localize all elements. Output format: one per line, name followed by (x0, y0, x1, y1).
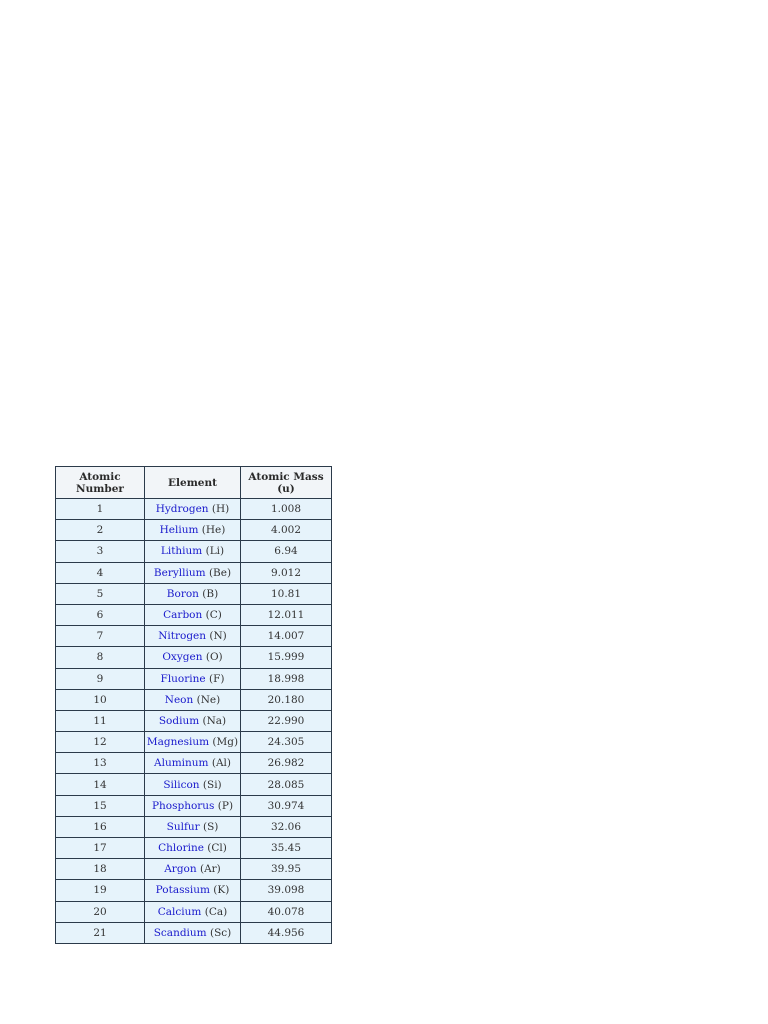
element-symbol: (H) (211, 503, 230, 516)
element-symbol: (K) (213, 884, 230, 897)
element-cell (145, 795, 241, 816)
element-name-link[interactable]: Phosphorus (151, 799, 215, 812)
element-cell (145, 901, 241, 922)
element-name-link[interactable]: Carbon (163, 609, 203, 622)
atomic-mass-cell: 6.94 (241, 541, 332, 562)
element-cell (145, 710, 241, 731)
element-symbol: (Mg) (212, 736, 239, 749)
table-header-row (56, 467, 332, 499)
table-row (56, 562, 332, 583)
atomic-number-cell: 8 (56, 647, 145, 668)
element-cell (145, 541, 241, 562)
element-symbol: (F) (208, 672, 225, 685)
atomic-number-cell: 12 (56, 732, 145, 753)
element-name-link[interactable]: Magnesium (146, 736, 210, 749)
element-name-link[interactable]: Helium (159, 524, 199, 537)
element-name-link[interactable]: Aluminum (154, 757, 209, 770)
atomic-number-cell: 19 (56, 880, 145, 901)
element-name-link[interactable]: Calcium (157, 905, 202, 918)
atomic-mass-cell: 39.098 (241, 880, 332, 901)
atomic-mass-cell: 40.078 (241, 901, 332, 922)
element-name-link[interactable]: Boron (166, 587, 199, 600)
atomic-mass-cell: 14.007 (241, 626, 332, 647)
atomic-mass-cell: 44.956 (241, 922, 332, 943)
atomic-number-cell: 15 (56, 795, 145, 816)
atomic-mass-cell: 10.81 (241, 583, 332, 604)
atomic-number-cell: 10 (56, 689, 145, 710)
atomic-number-cell: 13 (56, 753, 145, 774)
table-row (56, 774, 332, 795)
atomic-number-cell: 21 (56, 922, 145, 943)
element-table-container (55, 466, 332, 939)
element-cell (145, 838, 241, 859)
element-name-link[interactable]: Oxygen (162, 651, 203, 664)
element-symbol: (Ca) (204, 905, 228, 918)
element-symbol: (Be) (208, 566, 232, 579)
element-name-link[interactable]: Lithium (160, 545, 203, 558)
element-cell (145, 774, 241, 795)
element-name-link[interactable]: Neon (164, 693, 194, 706)
atomic-mass-cell: 30.974 (241, 795, 332, 816)
element-cell (145, 922, 241, 943)
atomic-mass-cell: 4.002 (241, 520, 332, 541)
element-symbol: (P) (217, 799, 234, 812)
element-symbol: (Si) (202, 778, 222, 791)
atomic-number-cell: 4 (56, 562, 145, 583)
atomic-number-cell: 1 (56, 499, 145, 520)
atomic-mass-cell: 35.45 (241, 838, 332, 859)
element-symbol: (Na) (202, 714, 227, 727)
table-body (56, 499, 332, 944)
atomic-mass-cell: 32.06 (241, 816, 332, 837)
atomic-mass-cell: 28.085 (241, 774, 332, 795)
element-cell (145, 859, 241, 880)
atomic-mass-cell: 24.305 (241, 732, 332, 753)
atomic-mass-cell: 26.982 (241, 753, 332, 774)
element-cell (145, 732, 241, 753)
element-cell (145, 583, 241, 604)
header-atomic-number[interactable]: Atomic Number (56, 467, 145, 499)
element-cell (145, 880, 241, 901)
table-row (56, 647, 332, 668)
element-name-link[interactable]: Silicon (163, 778, 200, 791)
header-element[interactable]: Element (145, 467, 241, 499)
element-name-link[interactable]: Potassium (155, 884, 210, 897)
table-row (56, 583, 332, 604)
element-name-link[interactable]: Sulfur (166, 820, 200, 833)
element-name-link[interactable]: Chlorine (158, 842, 204, 855)
atomic-number-cell: 11 (56, 710, 145, 731)
atomic-number-cell: 14 (56, 774, 145, 795)
element-cell (145, 816, 241, 837)
table-row (56, 922, 332, 943)
element-name-link[interactable]: Argon (164, 863, 197, 876)
element-symbol: (Cl) (207, 842, 227, 855)
element-cell (145, 668, 241, 689)
atomic-mass-cell: 39.95 (241, 859, 332, 880)
table-row (56, 520, 332, 541)
atomic-mass-cell: 20.180 (241, 689, 332, 710)
element-symbol: (C) (205, 609, 222, 622)
element-symbol: (O) (205, 651, 223, 664)
element-symbol: (Ne) (196, 693, 221, 706)
element-cell (145, 499, 241, 520)
table-row (56, 626, 332, 647)
table-row (56, 604, 332, 625)
table-row (56, 689, 332, 710)
table-row (56, 753, 332, 774)
table-row (56, 795, 332, 816)
element-symbol: (N) (209, 630, 227, 643)
element-cell (145, 520, 241, 541)
atomic-number-cell: 17 (56, 838, 145, 859)
element-cell (145, 562, 241, 583)
element-cell (145, 647, 241, 668)
element-symbol: (Li) (205, 545, 225, 558)
atomic-number-cell: 16 (56, 816, 145, 837)
element-cell (145, 626, 241, 647)
table-row (56, 859, 332, 880)
element-symbol: (S) (202, 820, 219, 833)
atomic-mass-cell: 22.990 (241, 710, 332, 731)
element-name-link[interactable]: Fluorine (160, 672, 206, 685)
atomic-mass-cell: 18.998 (241, 668, 332, 689)
element-table (55, 466, 332, 944)
element-symbol: (Ar) (199, 863, 221, 876)
atomic-mass-cell: 12.011 (241, 604, 332, 625)
element-name-link[interactable]: Beryllium (153, 566, 206, 579)
element-name-link[interactable]: Sodium (158, 714, 200, 727)
element-cell (145, 753, 241, 774)
atomic-number-cell: 2 (56, 520, 145, 541)
atomic-number-cell: 3 (56, 541, 145, 562)
atomic-number-cell: 20 (56, 901, 145, 922)
table-row (56, 541, 332, 562)
element-name-link[interactable]: Scandium (153, 926, 207, 939)
atomic-mass-cell: 15.999 (241, 647, 332, 668)
atomic-number-cell: 18 (56, 859, 145, 880)
element-symbol: (B) (202, 587, 219, 600)
table-row (56, 710, 332, 731)
table-row (56, 838, 332, 859)
atomic-mass-cell: 9.012 (241, 562, 332, 583)
element-symbol: (He) (201, 524, 226, 537)
atomic-number-cell: 9 (56, 668, 145, 689)
atomic-number-cell: 5 (56, 583, 145, 604)
element-cell (145, 604, 241, 625)
atomic-mass-cell: 1.008 (241, 499, 332, 520)
header-atomic-mass[interactable]: Atomic Mass (u) (241, 467, 332, 499)
table-row (56, 732, 332, 753)
atomic-number-cell: 6 (56, 604, 145, 625)
table-row (56, 880, 332, 901)
element-name-link[interactable]: Nitrogen (158, 630, 207, 643)
element-symbol: (Al) (211, 757, 231, 770)
element-name-link[interactable]: Hydrogen (155, 503, 209, 516)
table-row (56, 668, 332, 689)
table-row (56, 816, 332, 837)
atomic-number-cell: 7 (56, 626, 145, 647)
element-cell (145, 689, 241, 710)
table-row (56, 901, 332, 922)
table-row (56, 499, 332, 520)
element-symbol: (Sc) (209, 926, 232, 939)
